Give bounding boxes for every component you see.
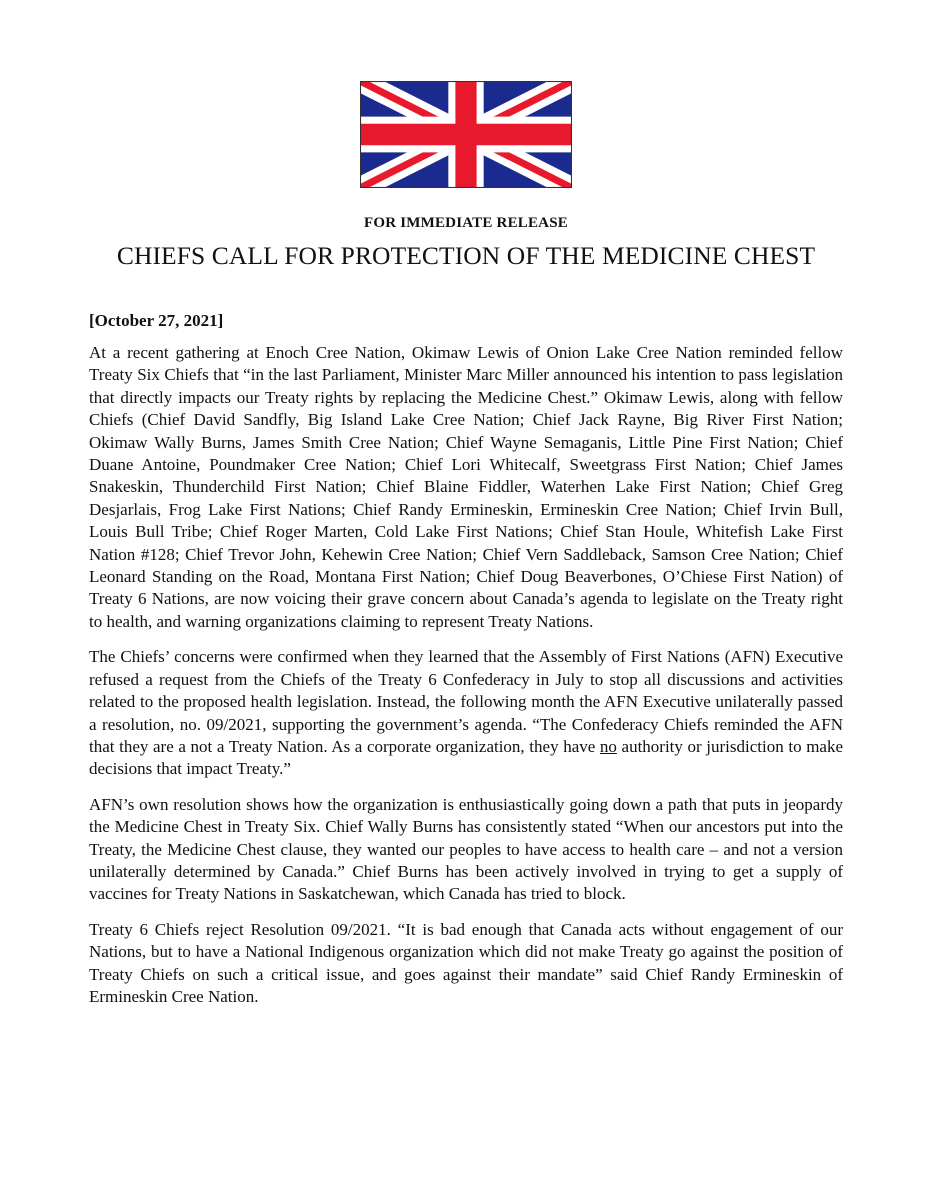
paragraph-1: At a recent gathering at Enoch Cree Nation, Okimaw Lewis of Onion Lake Cree Nation reminded fellow Treaty Six Chiefs that “in the last Parliament, Minister Marc Miller announced his intention to pass legislation that directly impacts our Treaty rights by replacing the Medicine Chest.” Okimaw Lewis, along with fellow Chiefs (Chief David Sandfly, Big Island Lake Cree Nation; Chief Jack Rayne, Big River First Nation; Okimaw Wally Burns, James Smith Cree Nation; Chief Wayne Semaganis, Little Pine First Nation; Chief Duane Antoine, Poundmaker Cree Nation; Chief Lori Whitecalf, Sweetgrass First Nation; Chief James Snakeskin, Thunderchild First Nation; Chief Blaine Fiddler, Waterhen Lake First Nation; Chief Greg Desjarlais, Frog Lake First Nations; Chief Randy Ermineskin, Ermineskin Cree Nation; Chief Irvin Bull, Louis Bull Tribe; Chief Roger Marten, Cold Lake First Nations; Chief Stan Houle, Whitefish Lake First Nation #128; Chief Trevor John, Kehewin Cree Nation; Chief Vern Saddleback, Samson Cree Nation; Chief Leonard Standing on the Road, Montana First Nation; Chief Doug Beaverbones, O’Chiese First Nation) of Treaty 6 Nations, are now voicing their grave concern about Canada’s agenda to legislate on the Treaty right to health, and warning organizations claiming to represent Treaty Nations. — [89, 343, 843, 631]
page-title: CHIEFS CALL FOR PROTECTION OF THE MEDICINE CHEST — [116, 241, 816, 270]
paragraph-2 — [89, 646, 843, 780]
release-kicker: FOR IMMEDIATE RELEASE — [364, 215, 568, 231]
paragraph-2-text-b: authority or jurisdiction to make decisions that impact Treaty.” — [89, 736, 844, 779]
release-body — [89, 342, 843, 1021]
paragraph-2-text-a: The Chiefs’ concerns were confirmed when they learned that the Assembly of First Nations (AFN) Executive refused a request from the Chiefs of the Treaty 6 Confederacy in July to stop all discussions and activities related to the proposed health legislation. Instead, the following month the AFN Executive unilaterally passed a resolution, no. 09/2021, supporting the government’s agenda. “The Confederacy Chiefs reminded the AFN that they are a not a Treaty Nation. As a corporate organization, they have — [89, 647, 843, 756]
release-date: [October 27, 2021] — [89, 311, 224, 330]
paragraph-3: AFN’s own resolution shows how the organization is enthusiastically going down a path that puts in jeopardy the Medicine Chest in Treaty Six. Chief Wally Burns has consistently stated “When our ancestors put into the Treaty, the Medicine Chest clause, they wanted our peoples to have access to health care – and not a version unilaterally determined by Canada.” Chief Burns has been actively involved in trying to get a supply of vaccines for Treaty Nations in Saskatchewan, which Canada has tried to block. — [89, 794, 843, 904]
paragraph-4: Treaty 6 Chiefs reject Resolution 09/2021. “It is bad enough that Canada acts without engagement of our Nations, but to have a National Indigenous organization which did not make Treaty go against the position of Treaty Chiefs on such a critical issue, and goes against their mandate” said Chief Randy Ermineskin of Ermineskin Cree Nation. — [89, 919, 843, 1006]
underlined-emphasis: no — [599, 736, 617, 756]
union-jack-icon — [360, 81, 572, 188]
